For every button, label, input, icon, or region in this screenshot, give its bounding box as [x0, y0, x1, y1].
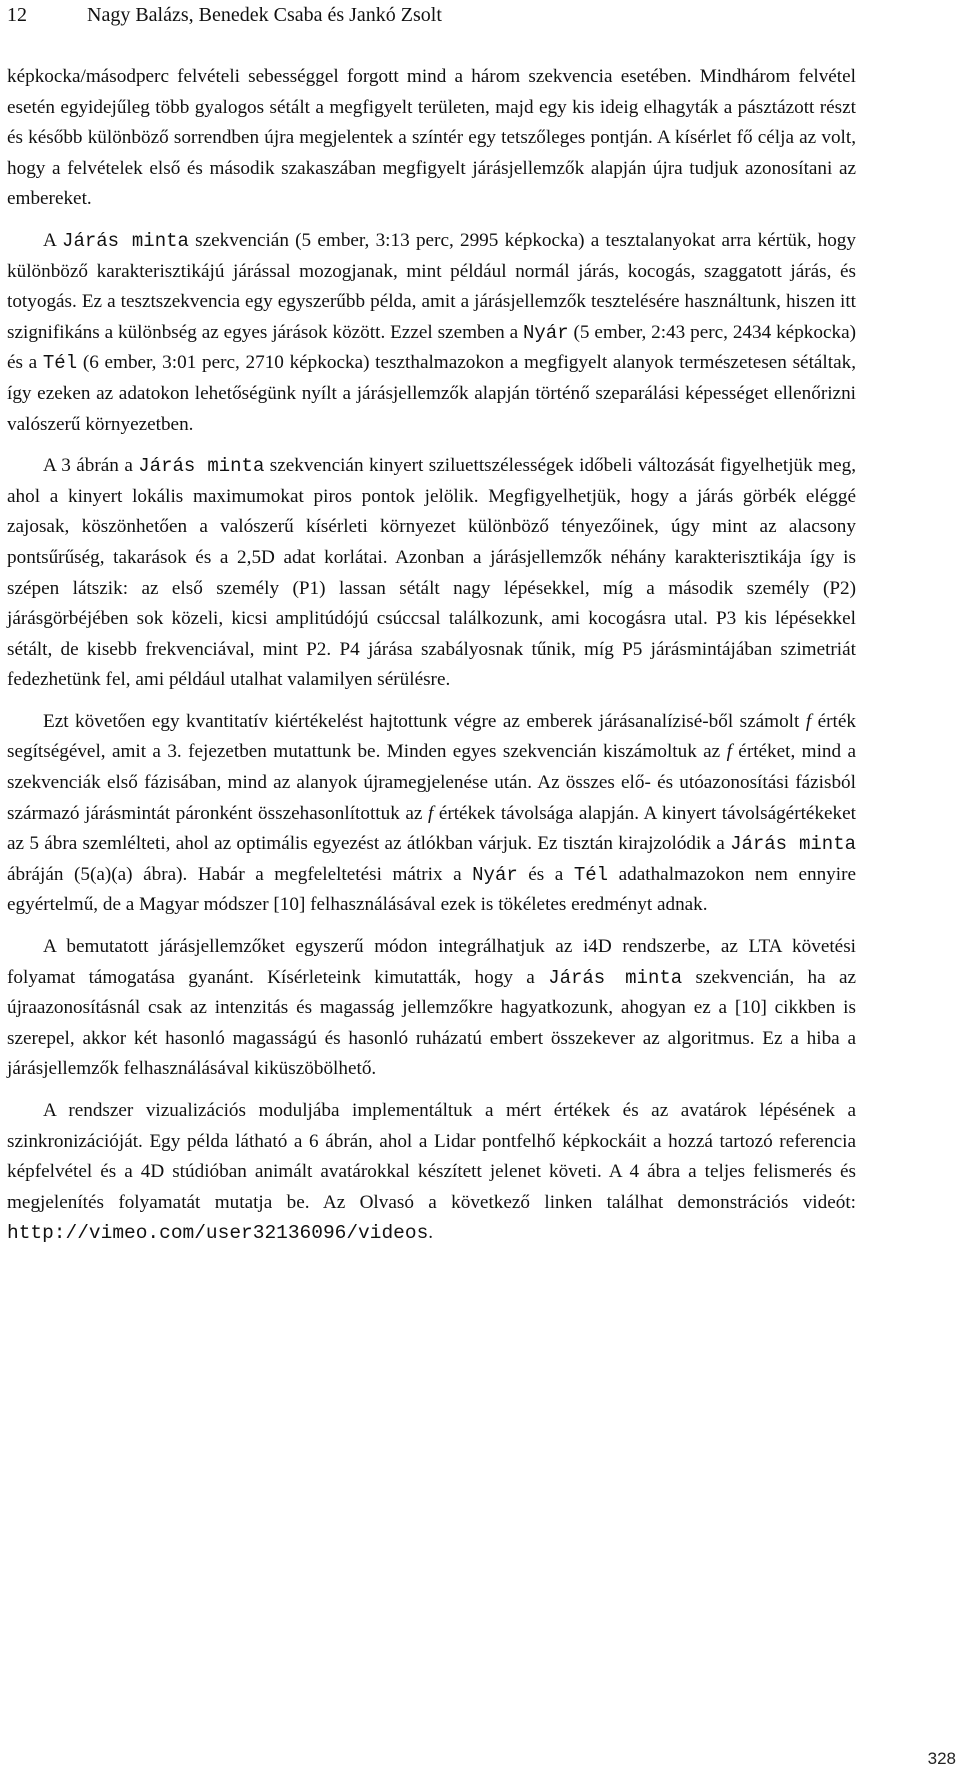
dataset-name: Nyár	[522, 321, 569, 344]
math-symbol: f	[805, 710, 812, 732]
dataset-name: Nyár	[472, 863, 518, 886]
text-run: képkocka/másodperc felvételi sebességgel forgott mind a három szekvencia esetében. Mindhárom felvétel esetén egyidejűleg több gyalogos sétált a megfigyelt területen, majd egy kis ideig elhagyták a pásztázott részt és később különböző sorrendben újra megjelentek a színtér egy tetszőleges pontján. A kísérlet fő célja az volt, hogy a felvételek első és második szakaszában megfigyelt járásjellemzők alapján újra tudjuk azonosítani az embereket.	[7, 66, 856, 210]
text-run: A	[43, 229, 63, 251]
body-text	[7, 62, 856, 1260]
math-symbol: f	[427, 802, 434, 824]
text-run: szekvencián kinyert sziluettszélességek időbeli változását figyelhetjük meg, ahol a kinyert lokális maximumokat piros pontok jelölik. Megfigyelhetjük, hogy a járás görbék eléggé zajosak, köszönhetően a valószerű kísérleti környezet különböző tényezőinek, úgy mint az alacsony pontsűrűség, takarások és a 2,5D adat korlátai. Azonban a járásjellemzők néhány karakterisztikája így is szépen látszik: az első személy (P1) lassan sétált nagy lépésekkel, míg a második személy (P2) járásgörbéjében sok közeli, kicsi amplitúdójú csúccsal találkozunk, ami kocogásra utal. P3 kis lépésekkel sétált, de kisebb frekvenciával, mint P2. P4 járása szabályosnak tűnik, míg P5 járásmintájában szimetriát fedezhetünk fel, ami például utalhat valamilyen sérülésre.	[7, 455, 856, 691]
paragraph	[7, 62, 856, 215]
paragraph	[7, 226, 856, 440]
text-run: ábráján (5(a)(a) ábra). Habár a megfeleltetési mátrix a	[7, 863, 473, 885]
text-run: A bemutatott járásjellemzőket egyszerű módon integrálhatjuk az i4D rendszerbe, az LTA követési folyamat támogatása gyanánt. Kísérleteink kimutatták, hogy a	[7, 936, 856, 988]
paragraph	[7, 707, 856, 921]
dataset-name: Járás minta	[138, 455, 265, 478]
text-run: (5 ember, 2:43 perc, 2434 képkocka) és a	[7, 321, 856, 374]
paragraph	[7, 451, 856, 696]
text-run: A 3 ábrán a	[43, 455, 139, 477]
dataset-name: Járás minta	[730, 833, 857, 856]
side-page-number: 328	[927, 1749, 956, 1768]
running-head	[7, 2, 857, 28]
video-link[interactable]: http://vimeo.com/user32136096/videos	[7, 1222, 429, 1245]
text-run: adathalmazokon nem ennyire egyértelmű, de a Magyar módszer [10] felhasználásával ezek is tökéletes eredményt adnak.	[7, 863, 857, 916]
text-run: érték segítségével, amit a 3. fejezetben mutattunk be. Minden egyes szekvencián kiszámoltuk az	[7, 710, 856, 763]
text-run: és a	[517, 863, 574, 885]
dataset-name: Tél	[573, 863, 609, 886]
math-symbol: f	[726, 741, 732, 763]
text-run: (6 ember, 3:01 perc, 2710 képkocka) teszthalmazokon a megfigyelt alanyok természetesen sétáltak, így ezeken az adatokon lehetőségünk nyílt a járásjellemzők alapján történő szeparálási képességet ellenőrizni valószerű környezetben.	[7, 352, 856, 435]
dataset-name: Tél	[42, 352, 78, 375]
text-run: szekvencián (5 ember, 3:13 perc, 2995 képkocka) a tesztalanyokat arra kértük, hogy különböző karakterisztikájú járással mozogjanak, mint például normál járás, kocogás, szaggatott járás, és totyogás. Ez a tesztszekvencia egy egyszerűbb példa, amit a járásjellemzők tesztelésére használtunk, hiszen itt szignifikáns a különbség az egyes járások között. Ezzel szemben a	[7, 229, 856, 343]
dataset-name: Járás minta	[62, 229, 189, 252]
running-head-authors: Nagy Balázs, Benedek Csaba és Jankó Zsolt	[87, 4, 442, 26]
paragraph	[7, 1096, 856, 1249]
text-run: értékek távolsága alapján. A kinyert távolságértékeket az 5 ábra szemlélteti, ahol az optimális egyezést az átlókban várjuk. Ez tisztán kirajzolódik a	[7, 802, 856, 855]
text-run: értéket, mind a szekvenciák első fázisában, mind az alanyok újramegjelenése után. Az összes elő- és utóazonosítási fázisból származó járásmintát páronként összehasonlítottuk az	[7, 741, 856, 824]
text-run: Ezt követően egy kvantitatív kiértékelést hajtottunk végre az emberek járásanalízisé-ből számolt	[43, 710, 806, 732]
dataset-name: Járás minta	[548, 966, 683, 989]
page-number: 12	[7, 4, 27, 26]
text-run: .	[428, 1222, 434, 1244]
paragraph	[7, 932, 856, 1085]
text-run: A rendszer vizualizációs moduljába implementáltuk a mért értékek és az avatárok lépésének a szinkronizációját. Egy példa látható a 6 ábrán, ahol a Lidar pontfelhő képkockáit a hozzá tartozó referencia képfelvétel és a 4D stúdióban animált avatárokkal készített jelenet követi. A 4 ábra a teljes felismerés és megjelenítés folyamatát mutatja be. Az Olvasó a következő linken találhat demonstrációs videót:	[7, 1100, 856, 1213]
text-run: szekvencián, ha az újraazonosításnál csak az intenzitás és magasság jellemzőkre hagyatkozunk, ahogyan ez a [10] cikkben is szerepel, akkor két hasonló magasságú és hasonló ruházatú embert összekever az algoritmus. Ez a hiba a járásjellemzők felhasználásával kiküszöbölhető.	[7, 966, 857, 1080]
